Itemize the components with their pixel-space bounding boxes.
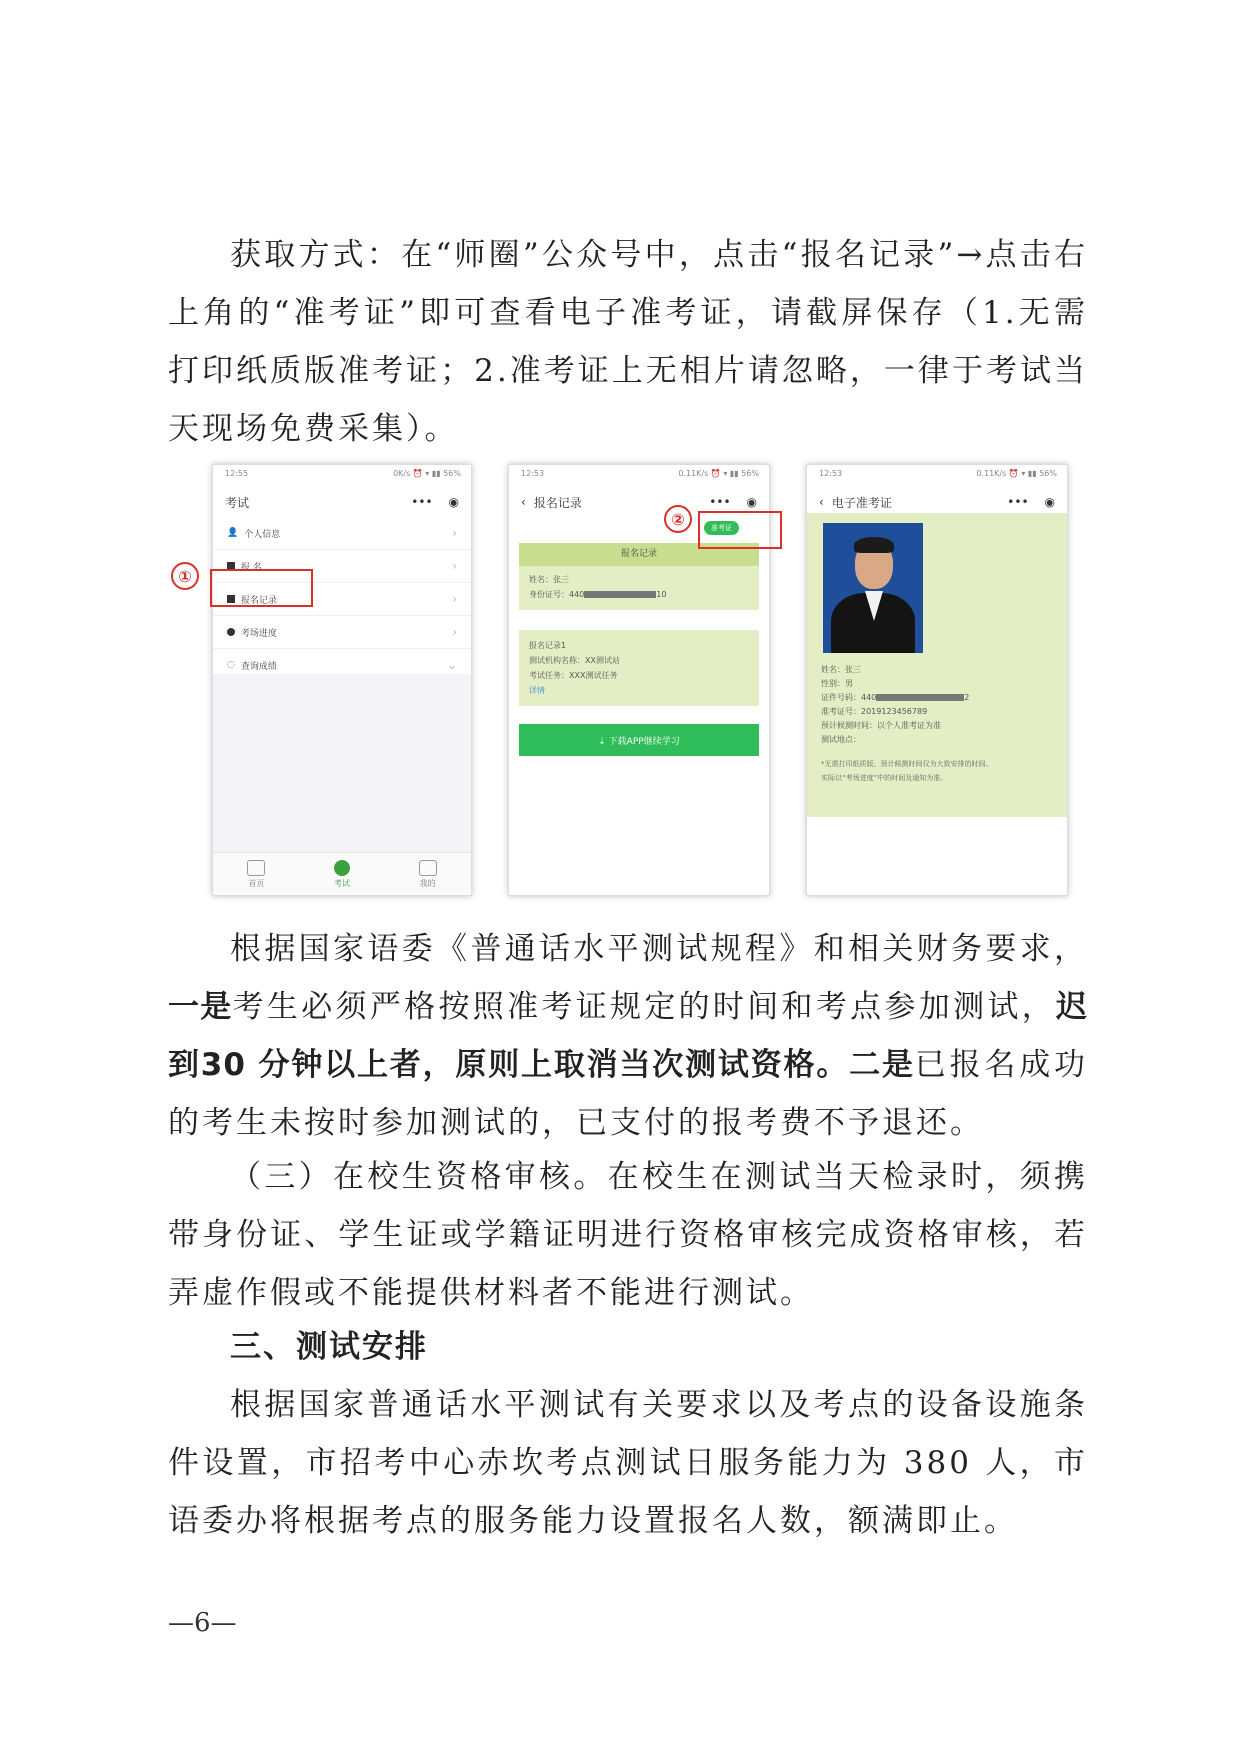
person-icon: 👤 (227, 528, 239, 538)
record-org: 测试机构名称：XX测试站 (529, 656, 620, 665)
score-icon: ◌ (227, 660, 235, 670)
chevron-right-icon: › (452, 592, 457, 606)
ticket-id-row (821, 691, 1053, 705)
screenshot-e-admission-ticket (806, 464, 1068, 896)
photo-hair (854, 537, 894, 553)
empty-area (213, 674, 471, 853)
menu-item-personal-info[interactable] (213, 517, 471, 550)
ticket-name: 姓名：张三 (821, 665, 861, 674)
status-icons: 0K/s ⏰ ▾ ▮▮ 56% (393, 469, 461, 478)
note-line: *无需打印纸质版。预计候测时间仅为大致安排的时间。 (821, 760, 993, 768)
status-bar (807, 465, 1067, 487)
chevron-down-icon: ⌄ (446, 658, 457, 672)
applicant-id-tail: 10 (656, 590, 667, 599)
para-test-arrangement: 根据国家普通话水平测试有关要求以及考点的设备设施条件设置，市招考中心赤坎考点测试日服务能力为 380 人，市语委办将根据考点的服务能力设置报名人数，额满即止。 (168, 1387, 1088, 1539)
menu-label: 个人信息 (244, 529, 281, 540)
download-app-button[interactable]: ⇣ 下载APP继续学习 (519, 724, 759, 756)
applicant-photo (823, 523, 923, 653)
tab-label: 考试 (333, 878, 350, 888)
page-title: 报名记录 (533, 495, 582, 510)
target-icon[interactable]: ◉ (1044, 495, 1055, 509)
record-head: 报名记录1 (529, 641, 567, 650)
menu-label: 报 名 (241, 562, 262, 573)
rule-late-text: 迟到30 分钟以上者，原则上取消当次测试资格。 (168, 989, 1089, 1083)
tab-label: 我的 (419, 878, 436, 888)
ticket-id: 证件号码：440 (821, 693, 877, 702)
ticket-panel (807, 513, 1067, 817)
menu-item-exam-progress[interactable] (213, 616, 471, 649)
redacted-bar (584, 591, 656, 598)
status-bar (213, 465, 471, 487)
more-icon[interactable]: ••• (709, 495, 731, 509)
tab-label: 首页 (248, 878, 265, 888)
ticket-info (807, 653, 1067, 747)
page-title: 电子准考证 (831, 495, 892, 510)
nav-bar (213, 487, 471, 517)
menu-label: 报名记录 (241, 595, 278, 606)
menu-label: 查询成绩 (240, 661, 277, 672)
para-attendance-rules (168, 920, 1088, 1152)
progress-icon (227, 628, 235, 636)
applicant-card (519, 543, 759, 610)
ticket-place: 测试地点： (821, 735, 861, 744)
status-time: 12:55 (225, 469, 249, 478)
exam-icon (334, 860, 350, 876)
tab-mine[interactable] (419, 860, 437, 889)
redacted-bar (876, 694, 964, 701)
highlight-register-record (210, 569, 313, 607)
more-icon[interactable]: ••• (411, 495, 433, 509)
section-heading: 三、测试安排 (230, 1329, 428, 1365)
chevron-right-icon: › (452, 526, 457, 540)
status-icons: 0.11K/s ⏰ ▾ ▮▮ 56% (976, 469, 1057, 478)
step-marker-1: ① (171, 562, 199, 590)
highlight-admission-ticket (698, 511, 782, 549)
chevron-right-icon: › (452, 625, 457, 639)
screenshot-exam-menu (212, 464, 472, 896)
para-student-verification: （三）在校生资格审核。在校生在测试当天检录时，须携带身份证、学生证或学籍证明进行资格审核完成资格审核，若弄虚作假或不能提供材料者不能进行测试。 (168, 1159, 1088, 1311)
applicant-name: 姓名：张三 (529, 575, 569, 584)
note-line: 实际以“考场进度”中的时间及通知为准。 (821, 774, 948, 782)
rule-intro: 根据国家语委《普通话水平测试规程》和相关财务要求， (230, 931, 1088, 967)
status-time: 12:53 (521, 469, 545, 478)
step-marker-2: ② (664, 505, 692, 533)
ticket-id-tail: 2 (964, 693, 970, 702)
status-time: 12:53 (819, 469, 843, 478)
page-number: —6— (168, 1608, 237, 1638)
status-icons: 0.11K/s ⏰ ▾ ▮▮ 56% (678, 469, 759, 478)
ticket-number: 准考证号：2019123456789 (821, 707, 928, 716)
ticket-time: 预计候测时间：以个人准考证为准 (821, 721, 941, 730)
record-card (519, 630, 759, 706)
record-task: 考试任务：XXX测试任务 (529, 671, 618, 680)
chevron-right-icon: › (452, 559, 457, 573)
tab-exam[interactable] (334, 860, 350, 889)
applicant-id-row (529, 587, 749, 602)
back-icon[interactable]: ‹ (521, 495, 526, 509)
mine-icon (419, 860, 437, 876)
ticket-gender: 性别：男 (821, 679, 853, 688)
detail-link[interactable]: 详情 (529, 686, 545, 695)
page-title: 考试 (225, 495, 250, 510)
rule-two-text: 已报名成功的考生未按时参加测试的，已支付的报考费不予退还。 (168, 1047, 1089, 1141)
back-icon[interactable]: ‹ (819, 495, 824, 509)
tab-bar (213, 852, 471, 895)
menu-label: 考场进度 (241, 628, 278, 639)
rule-one-label: 一是 (168, 989, 233, 1025)
rule-two-label: 二是 (849, 1047, 915, 1083)
target-icon[interactable]: ◉ (746, 495, 757, 509)
target-icon[interactable]: ◉ (448, 495, 459, 509)
admission-ticket-button[interactable]: 准考证 (704, 521, 739, 535)
ticket-note (807, 747, 1067, 785)
home-icon (247, 860, 265, 876)
tab-home[interactable] (247, 860, 265, 889)
rule-one-text: 考生必须严格按照准考证规定的时间和考点参加测试， (232, 989, 1057, 1025)
more-icon[interactable]: ••• (1007, 495, 1029, 509)
status-bar (509, 465, 769, 487)
applicant-id: 身份证号：440 (529, 590, 585, 599)
para-acquisition-method: 获取方式：在“师圈”公众号中，点击“报名记录”→点击右上角的“准考证”即可查看电子准考证，请截屏保存（1.无需打印纸质版准考证；2.准考证上无相片请忽略，一律于考试当天现场免费采集）。 (168, 237, 1088, 447)
card-title: 报名记录 (519, 543, 759, 566)
